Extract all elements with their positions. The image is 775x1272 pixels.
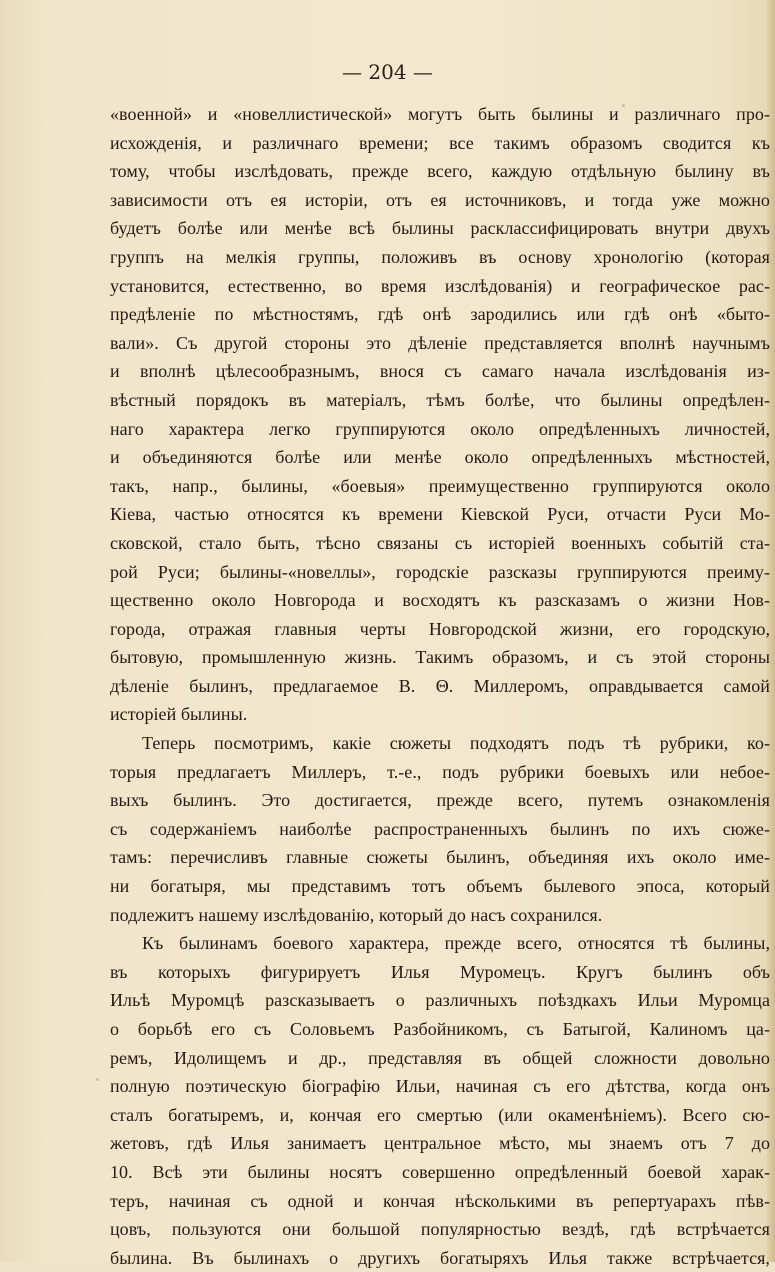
text-line: вали». Съ другой стороны это дѣленіе представляется вполнѣ научнымъ — [110, 332, 770, 353]
text-line: въ которыхъ фигурируетъ Илья Муромецъ. Кругъ былинъ объ — [110, 961, 770, 982]
text-line: наго характера легко группируются около опредѣленныхъ личностей, — [110, 418, 770, 439]
body-text — [110, 100, 770, 1272]
text-line: 10. Всѣ эти былины носятъ совершенно опредѣленный боевой харак- — [110, 1161, 770, 1182]
text-line: ни богатыря, мы представимъ тотъ объемъ былевого эпоса, который — [110, 876, 770, 897]
text-line: тому, чтобы изслѣдовать, прежде всего, каждую отдѣльную былину въ — [110, 161, 770, 182]
text-line: цовъ, пользуются они большой популярностью вездѣ, гдѣ встрѣчается — [110, 1219, 770, 1240]
text-line: установится, естественно, во время изслѣдованія) и географическое рас- — [110, 275, 770, 296]
text-line: подлежитъ нашему изслѣдованію, который до насъ сохранился. — [110, 904, 603, 925]
text-line: будетъ болѣе или менѣе всѣ былины расклассифицировать внутри двухъ — [110, 218, 770, 239]
text-line: исхожденія, и различнаго времени; все такимъ образомъ сводится къ — [110, 132, 770, 153]
text-line: ремъ, Идолищемъ и др., представляя въ общей сложности довольно — [110, 1047, 770, 1068]
text-line: Ильѣ Муромцѣ разсказываетъ о различныхъ поѣздкахъ Ильи Муромца — [110, 990, 770, 1011]
text-line: Къ былинамъ боевого характера, прежде всего, относятся тѣ былины, — [142, 933, 770, 954]
text-line: выхъ былинъ. Это достигается, прежде всего, путемъ ознакомленія — [110, 790, 770, 811]
text-line: группъ на мелкія группы, положивъ въ основу хронологію (которая — [110, 246, 770, 267]
text-line: жетовъ, гдѣ Илья занимаетъ центральное мѣсто, мы знаемъ отъ 7 до — [110, 1133, 770, 1154]
text-line: щественно около Новгорода и восходятъ къ разсказамъ о жизни Нов- — [110, 590, 770, 611]
text-line: исторіей былины. — [110, 704, 248, 725]
text-line: сталъ богатыремъ, и, кончая его смертью (или окаменѣніемъ). Всего сю- — [110, 1104, 770, 1125]
text-line: «военной» и «новеллистической» могутъ быть былины и различнаго про- — [110, 104, 770, 124]
text-line: зависимости отъ ея исторіи, отъ ея источниковъ, и тогда уже можно — [110, 189, 770, 210]
text-line: тамъ: перечисливъ главные сюжеты былинъ, объединяя ихъ около име- — [110, 847, 770, 868]
text-line: бытовую, промышленную жизнь. Такимъ образомъ, и съ этой стороны — [110, 647, 770, 668]
text-line: и объединяются болѣе или менѣе около опредѣленныхъ мѣстностей, — [110, 447, 770, 468]
text-line: теръ, начиная съ одной и кончая нѣсколькими въ репертуарахъ пѣв- — [110, 1190, 770, 1211]
text-line: съ содержаніемъ наиболѣе распространенныхъ былинъ по ихъ сюже- — [110, 818, 770, 839]
text-line: Кіева, частью относятся къ времени Кіевской Руси, отчасти Руси Мо- — [110, 504, 770, 525]
text-line: вѣстный порядокъ въ матеріалъ, тѣмъ болѣе, что былины опредѣлен- — [110, 389, 770, 410]
text-line: полную поэтическую біографію Ильи, начиная съ его дѣтства, когда онъ — [110, 1076, 770, 1097]
text-line: города, отражая главныя черты Новгородской жизни, его городскую, — [110, 618, 770, 639]
text-line: Теперь посмотримъ, какіе сюжеты подходятъ подъ тѣ рубрики, ко- — [142, 733, 770, 754]
paper-speck — [96, 1078, 99, 1081]
text-line: предѣленіе по мѣстностямъ, гдѣ онѣ зародились или гдѣ онѣ «быто- — [110, 304, 770, 325]
text-line: торыя предлагаетъ Миллеръ, т.-е., подъ рубрики боевыхъ или небое- — [110, 761, 770, 782]
text-line: и вполнѣ цѣлесообразнымъ, внося съ самаго начала изслѣдованія из- — [110, 361, 770, 382]
text-line: такъ, напр., былины, «боевыя» преимущественно группируются около — [110, 475, 770, 496]
page-number: — 204 — — [342, 60, 433, 84]
text-line: рой Руси; былины-«новеллы», городскіе разсказы группируются преиму- — [110, 561, 770, 582]
text-line: сковской, стало быть, тѣсно связаны съ исторіей военныхъ событій ста- — [110, 532, 770, 553]
text-line: о борьбѣ его съ Соловьемъ Разбойникомъ, съ Батыгой, Калиномъ ца- — [110, 1019, 770, 1039]
text-line: дѣленіе былинъ, предлагаемое В. Θ. Миллеромъ, оправдывается самой — [110, 675, 770, 696]
text-line: былина. Въ былинахъ о другихъ богатыряхъ Илья также встрѣчается, — [110, 1247, 770, 1268]
